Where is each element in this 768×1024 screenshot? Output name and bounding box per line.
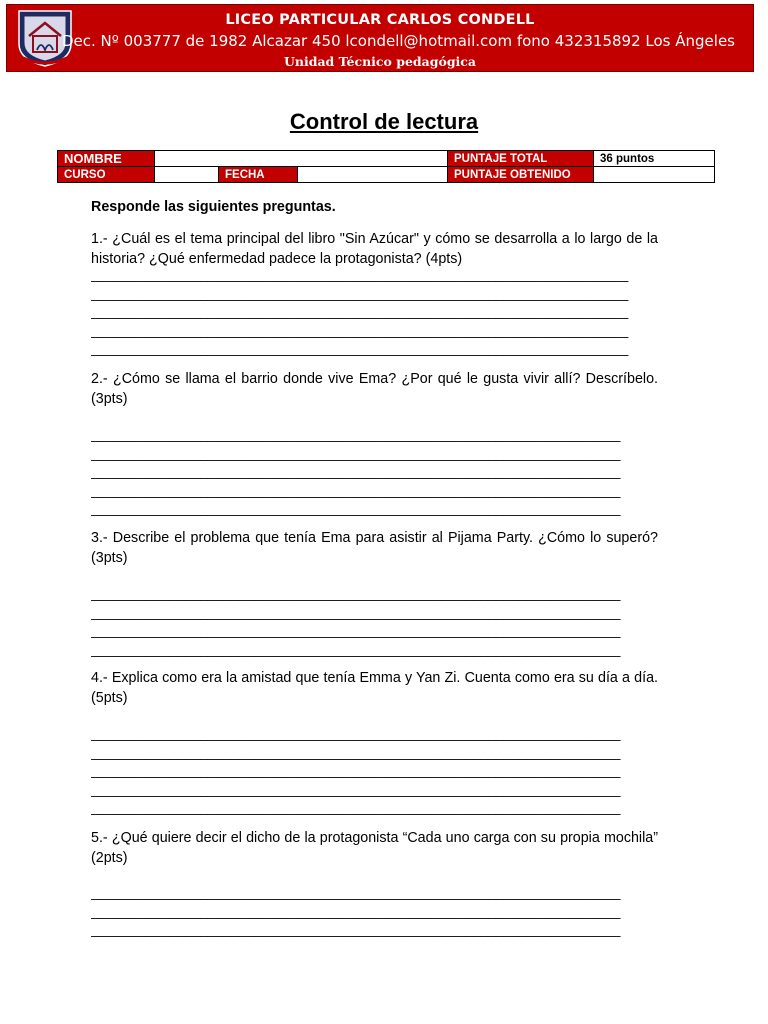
school-unit: Unidad Técnico pedagógica — [283, 54, 477, 69]
instructions: Responde las siguientes preguntas. — [91, 199, 336, 215]
puntaje-total-value: 36 puntos — [594, 151, 715, 167]
question-5: 5.- ¿Qué quiere decir el dicho de la protagonista “Cada uno carga con su propia mochila” (2pts) — [91, 830, 658, 866]
answer-lines-2[interactable]: ____________________________________________________________________ ____________________________________________________________________ ____________________________________________________________________ ____________________________________________________________________ ____________________________________________________________________ — [91, 426, 621, 516]
curso-label: CURSO — [58, 167, 155, 183]
puntaje-obtenido-label: PUNTAJE OBTENIDO — [448, 167, 594, 183]
curso-field[interactable] — [155, 167, 219, 183]
nombre-label: NOMBRE — [58, 151, 155, 167]
school-name: LICEO PARTICULAR CARLOS CONDELL — [225, 12, 535, 28]
answer-lines-5[interactable]: ____________________________________________________________________ ____________________________________________________________________ ____________________________________________________________________ — [91, 884, 621, 937]
question-2: 2.- ¿Cómo se llama el barrio donde vive Ema? ¿Por qué le gusta vivir allí? Descríbelo. (3pts) — [91, 371, 658, 407]
puntaje-total-label: PUNTAJE TOTAL — [448, 151, 594, 167]
student-info-table — [57, 150, 715, 183]
answer-lines-1[interactable]: _____________________________________________________________________ _____________________________________________________________________ _____________________________________________________________________ _____________________________________________________________________ _____________________________________________________________________ — [91, 266, 629, 356]
question-4: 4.- Explica como era la amistad que tenía Emma y Yan Zi. Cuenta como era su día a día. (5pts) — [91, 670, 658, 706]
page-title: Control de lectura — [289, 109, 479, 134]
nombre-field[interactable] — [155, 151, 448, 167]
school-header-banner — [6, 4, 754, 72]
answer-lines-4[interactable]: ____________________________________________________________________ ____________________________________________________________________ ____________________________________________________________________ ____________________________________________________________________ ____________________________________________________________________ — [91, 725, 621, 815]
answer-lines-3[interactable]: ____________________________________________________________________ ____________________________________________________________________ ____________________________________________________________________ ____________________________________________________________________ — [91, 585, 621, 657]
school-address: Dec. Nº 003777 de 1982 Alcazar 450 lcondell@hotmail.com fono 432315892 Los Ángeles — [62, 32, 735, 50]
question-1: 1.- ¿Cuál es el tema principal del libro "Sin Azúcar" y cómo se desarrolla a lo largo de la historia? ¿Qué enfermedad padece la protagonista? (4pts) — [91, 231, 658, 267]
fecha-label: FECHA — [219, 167, 298, 183]
question-3: 3.- Describe el problema que tenía Ema para asistir al Pijama Party. ¿Cómo lo superó? (3pts) — [91, 530, 658, 566]
fecha-field[interactable] — [298, 167, 448, 183]
puntaje-obtenido-field[interactable] — [594, 167, 715, 183]
